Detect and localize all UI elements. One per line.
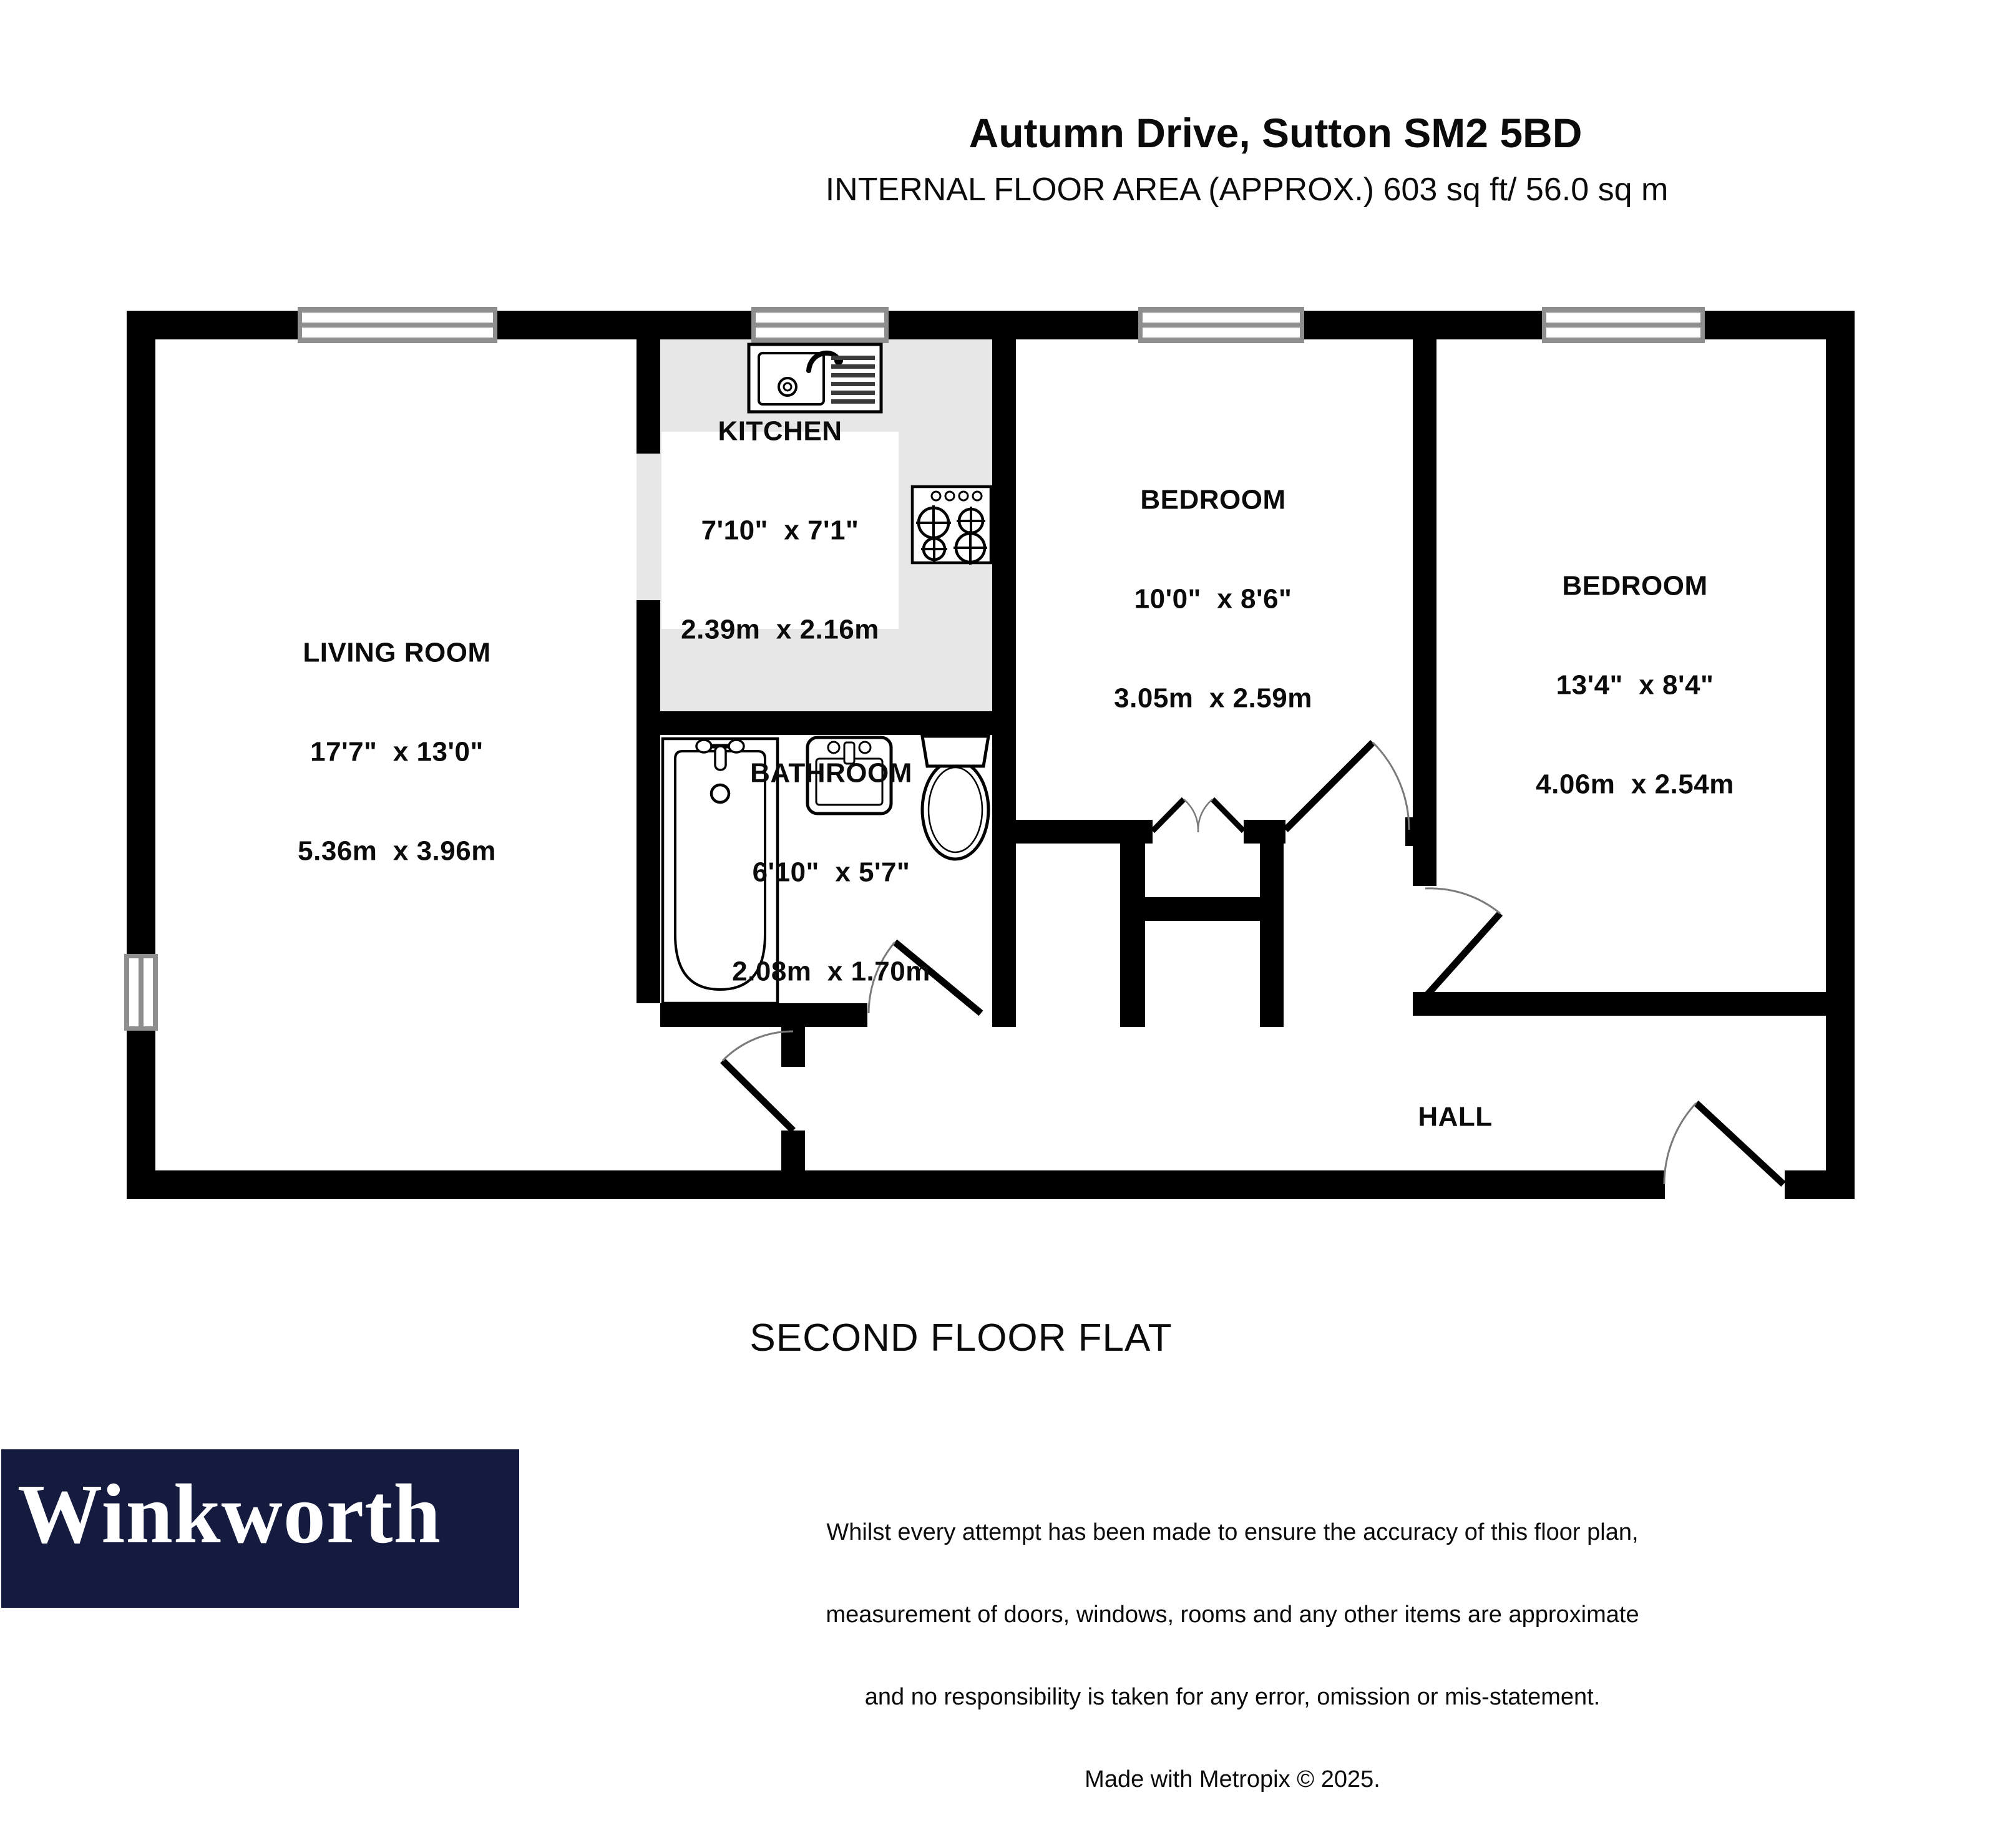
disclaimer-line: and no responsibility is taken for any error, omission or mis-statement.: [864, 1684, 1601, 1710]
window-living-room-side: [124, 954, 158, 1031]
room-name: BEDROOM: [1140, 484, 1286, 515]
window-kitchen: [751, 307, 889, 343]
room-label-bathroom: [732, 691, 930, 1054]
room-size-imperial: 10'0" x 8'6": [1134, 583, 1292, 615]
room-name: BEDROOM: [1562, 570, 1708, 601]
room-size-imperial: 17'7" x 13'0": [310, 736, 484, 767]
room-label-kitchen: [681, 349, 879, 712]
disclaimer-line: Whilst every attempt has been made to ensure the accuracy of this floor plan,: [826, 1519, 1639, 1545]
floor-level-label: SECOND FLOOR FLAT: [749, 1316, 1173, 1359]
room-label-bedroom-2: [1536, 503, 1734, 867]
room-size-imperial: 7'10" x 7'1": [701, 515, 859, 546]
hob-icon: [912, 487, 991, 565]
room-size-metric: 2.08m x 1.70m: [732, 956, 930, 987]
room-size-metric: 4.06m x 2.54m: [1536, 769, 1734, 800]
room-name: KITCHEN: [718, 416, 842, 447]
disclaimer: [826, 1464, 1639, 1848]
room-size-metric: 5.36m x 3.96m: [298, 835, 496, 867]
room-name: LIVING ROOM: [303, 637, 491, 668]
brand-wordmark: Winkworth: [17, 1467, 442, 1561]
floor-area-subtitle: INTERNAL FLOOR AREA (APPROX.) 603 sq ft/ 56.0 sq m: [825, 172, 1669, 208]
room-label-living-room: [298, 570, 496, 934]
winkworth-logo: [1, 1449, 519, 1608]
room-size-imperial: 13'4" x 8'4": [1556, 669, 1714, 701]
door-cupboard-bifold: [1153, 799, 1244, 832]
room-name: BATHROOM: [750, 757, 912, 789]
room-label-hall: [1418, 1034, 1492, 1200]
room-size-metric: 2.39m x 2.16m: [681, 614, 879, 645]
room-size-imperial: 6'10" x 5'7": [752, 857, 910, 888]
door-entrance: [1664, 1103, 1783, 1184]
address-title: Autumn Drive, Sutton SM2 5BD: [968, 110, 1583, 156]
window-bedroom-1: [1138, 307, 1304, 343]
window-living-room: [298, 307, 497, 343]
room-size-metric: 3.05m x 2.59m: [1114, 683, 1312, 714]
disclaimer-line: Made with Metropix © 2025.: [1085, 1766, 1380, 1792]
door-bedroom-2: [1425, 888, 1500, 997]
toilet-icon: [922, 736, 988, 859]
room-label-bedroom-1: [1114, 417, 1312, 781]
disclaimer-line: measurement of doors, windows, rooms and any other items are approximate: [826, 1602, 1639, 1628]
room-name: HALL: [1418, 1101, 1493, 1132]
window-bedroom-2: [1542, 307, 1705, 343]
